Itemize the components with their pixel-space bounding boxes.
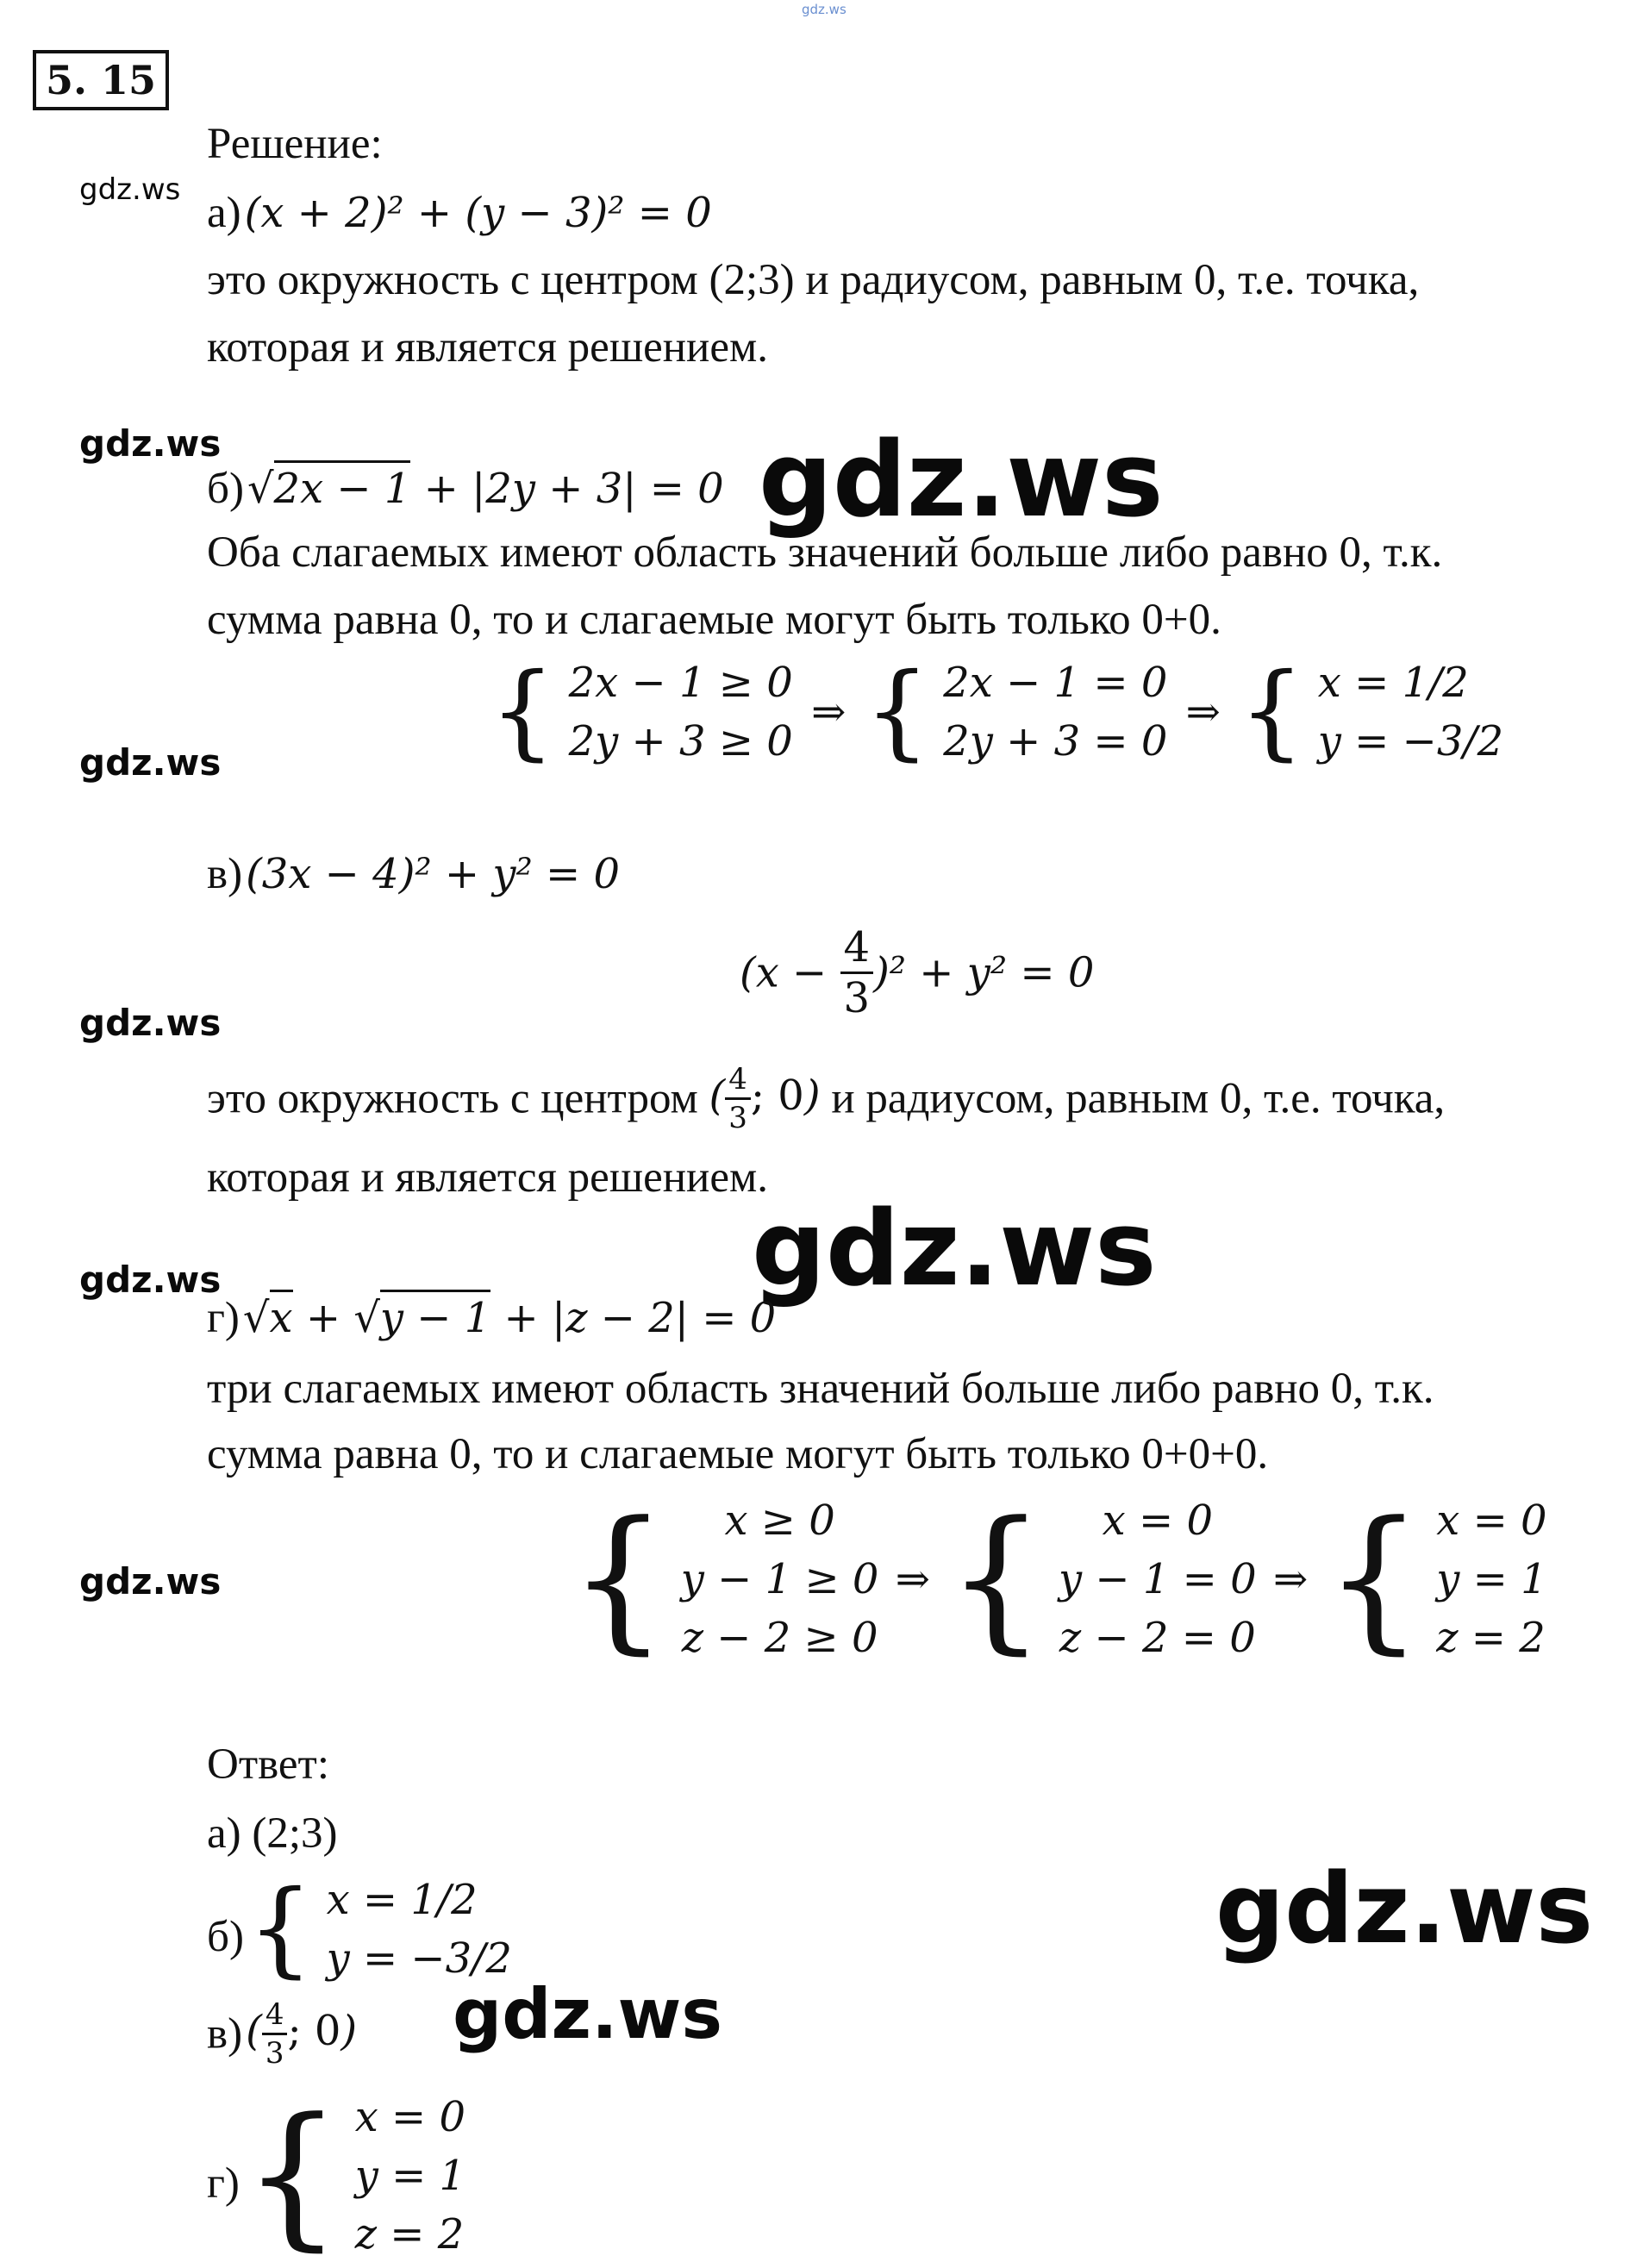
part-v-text-1: это окружность с центром ( $\frac{4}{3}$ ; 0) и радиусом, равным 0, т.е. точка, [207, 1062, 1446, 1135]
part-b-system-2: 2x − 1 = 0 2y + 3 = 0 [943, 659, 1168, 765]
brace-icon: { [1239, 652, 1305, 772]
part-b-system-3: x = 1/2 y = −3/2 [1317, 659, 1504, 765]
answer-b: б) { x = 1/2 y = −3/2 [207, 1869, 512, 1989]
part-a-label: а) [207, 189, 241, 237]
part-g-equation: √x + √y − 1 + |z − 2| = 0 [243, 1290, 776, 1342]
part-b-text-1: Оба слагаемых имеют область значений больше либо равно 0, т.к. [207, 528, 1443, 577]
brace-icon: { [1324, 1489, 1423, 1669]
part-a-equation-line [207, 188, 712, 238]
part-v-label: в) [207, 850, 243, 898]
part-g-systems [569, 1491, 1547, 1667]
watermark: gdz.ws [79, 1259, 222, 1301]
part-b-label: б) [207, 465, 244, 513]
watermark-top: gdz.ws [802, 2, 846, 17]
watermark: gdz.ws [453, 1974, 723, 2054]
part-b-text-2: сумма равна 0, то и слагаемые могут быть только 0+0. [207, 596, 1221, 644]
implies-arrow: ⇒ [811, 688, 846, 736]
problem-number: 5. 15 [33, 50, 169, 110]
part-a-equation: (x + 2)² + (y − 3)² = 0 [244, 189, 712, 237]
part-v-equation: (3x − 4)² + y² = 0 [246, 850, 621, 898]
implies-arrow: ⇒ [1272, 1555, 1309, 1603]
watermark: gdz.ws [79, 172, 181, 207]
part-a-text-1: это окружность с центром (2;3) и радиусом, равным 0, т.е. точка, [207, 256, 1420, 304]
part-b-system-1: 2x − 1 ≥ 0 2y + 3 ≥ 0 [568, 659, 793, 765]
part-b-equation: √2x − 1 + |2y + 3| = 0 [247, 460, 724, 513]
watermark-large: gdz.ws [759, 421, 1164, 540]
part-v-equation-line [207, 849, 620, 899]
solution-heading: Решение: [207, 120, 383, 168]
brace-icon: { [569, 1489, 668, 1669]
watermark: gdz.ws [79, 741, 222, 784]
implies-arrow: ⇒ [895, 1555, 930, 1603]
part-g-system-1: x ≥ 0 y − 1 ≥ 0 z − 2 ≥ 0 [680, 1496, 879, 1662]
answer-a: а) (2;3) [207, 1809, 338, 1858]
part-g-system-3: x = 0 y = 1 z = 2 [1436, 1496, 1547, 1662]
part-v-equation-2: (x − $\frac{4}{3}$ )² + y² = 0 [740, 923, 1095, 1022]
brace-icon: { [242, 2085, 342, 2265]
watermark: gdz.ws [79, 1560, 222, 1603]
answer-heading: Ответ: [207, 1740, 329, 1789]
implies-arrow: ⇒ [1185, 688, 1221, 736]
part-b-systems [490, 653, 1503, 771]
answer-g: г) { x = 0 y = 1 z = 2 [207, 2085, 466, 2265]
fraction: $\frac{4}{3}$ [840, 927, 874, 1019]
brace-icon: { [864, 652, 930, 772]
part-g-label: г) [207, 1294, 240, 1342]
watermark: gdz.ws [79, 1002, 222, 1044]
part-g-text-1: три слагаемых имеют область значений больше либо равно 0, т.к. [207, 1365, 1434, 1413]
watermark-large: gdz.ws [752, 1190, 1157, 1309]
answer-v: в) ( $\frac{4}{3}$ ; 0) [207, 1997, 358, 2071]
brace-icon: { [490, 652, 556, 772]
part-g-system-2: x = 0 y − 1 = 0 z − 2 = 0 [1059, 1496, 1257, 1662]
part-v-text-2: которая и является решением. [207, 1153, 768, 1202]
brace-icon: { [946, 1489, 1046, 1669]
part-a-text-2: которая и является решением. [207, 323, 768, 372]
brace-icon: { [247, 1869, 314, 1989]
watermark: gdz.ws [79, 422, 222, 465]
part-b-equation-line [207, 464, 724, 514]
part-g-text-2: сумма равна 0, то и слагаемые могут быть только 0+0+0. [207, 1430, 1269, 1478]
part-g-equation-line [207, 1293, 776, 1343]
watermark-large: gdz.ws [1215, 1853, 1594, 1965]
